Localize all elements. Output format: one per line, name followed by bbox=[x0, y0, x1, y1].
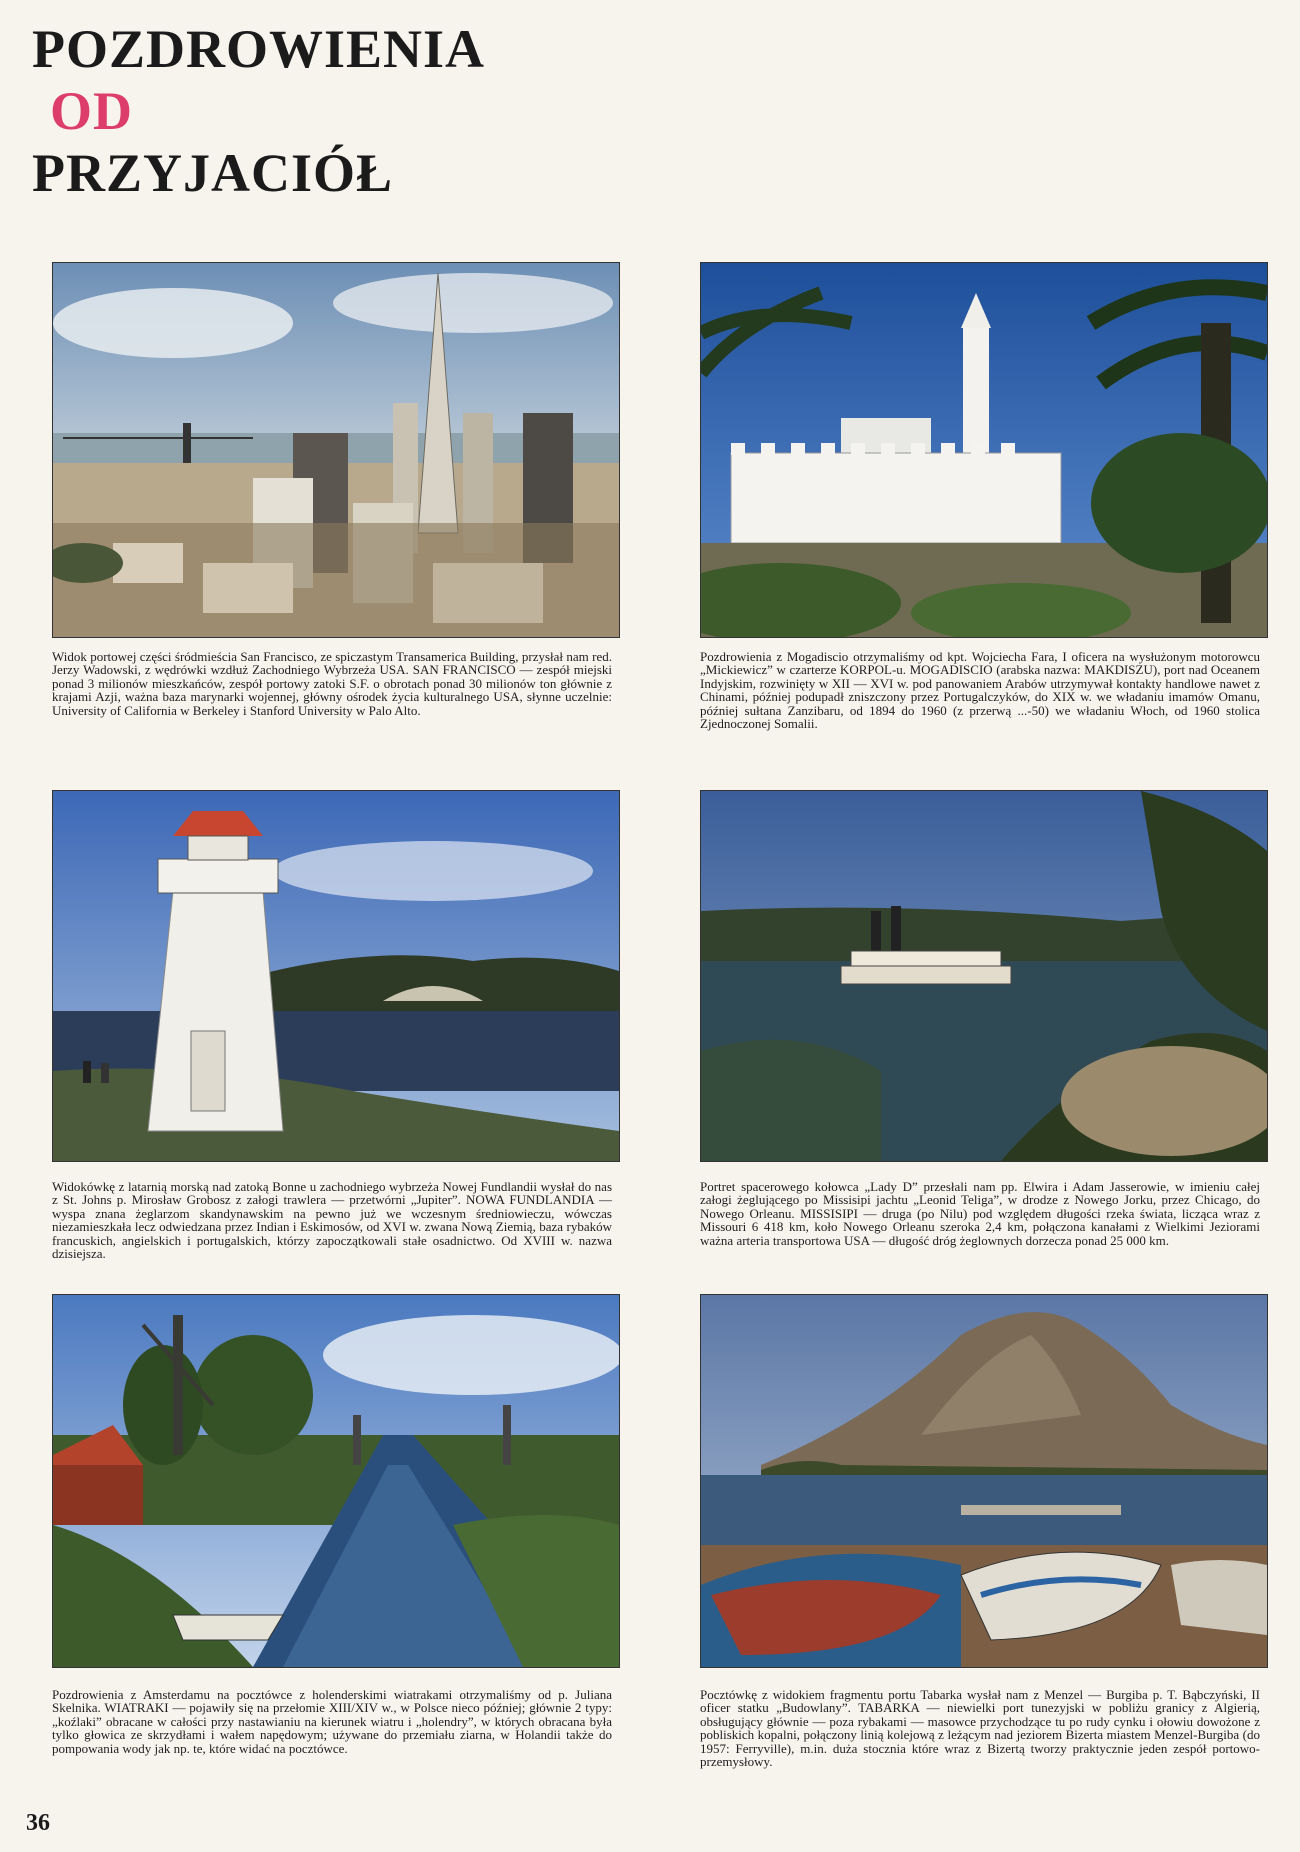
caption-mogadiscio: Pozdrowienia z Mogadiscio otrzymaliśmy od kpt. Wojciecha Fara, I oficera na wysłużonym motorowcu „Mickiewicz” w czarterze KORPOL-u. MOGADISCIO (arabska nazwa: MAKDISZU), port nad Oceanem Indyjskim, rozwinięty w XII — XVI w. pod panowaniem Arabów utrzymywał kontakty handlowe nawet z Chinami, później podupadł zniszczony przez Portugalczyków, do XIX w. we władaniu imamów Omanu, później sułtana Zanzibaru, od 1894 do 1960 (z przerwą ...-50) we władaniu Włoch, od 1960 stolica Zjednoczonej Somalii. bbox=[700, 649, 1260, 732]
caption-lighthouse: Widokówkę z latarnią morską nad zatoką Bonne u zachodniego wybrzeża Nowej Fundlandii wysłał do nas z St. Johns p. Mirosław Grobosz z załogi trawlera — przetwórni „Jupiter”. NOWA FUNDLANDIA — wyspa znana żeglarzom skandynawskim na pewno już we wczesnym średniowieczu, wówczas niezamieszkała lecz odwiedzana przez Indian i Eskimosów, od XVI w. zwana Nową Ziemią, baza rybaków francuskich, angielskich i portugalskich, którzy zapoczątkowali stałe osadnictwo. Od XVIII w. nazwa dzisiejsza. bbox=[52, 1179, 612, 1262]
caption-steamboat: Portret spacerowego kołowca „Lady D” przesłali nam pp. Elwira i Adam Jasserowie, w imieniu całej załogi żeglującego po Missisipi jachtu „Leonid Teliga”, w drodze z Nowego Jorku, przez Chicago, do Nowego Orleanu. MISSISIPI — druga (po Nilu) pod względem długości rzeka świata, licząca wraz z Missouri 6 418 km, koło Nowego Orleanu szeroka 2,4 km, połączona kanałami z Wielkimi Jeziorami ważna arteria transportowa USA — długość dróg żeglownych dorzecza ponad 25 000 km. bbox=[700, 1179, 1260, 1248]
photo-tabarka bbox=[700, 1294, 1268, 1668]
title-line-3: PRZYJACIÓŁ bbox=[32, 143, 394, 203]
photo-windmills bbox=[52, 1294, 620, 1668]
photo-steamboat bbox=[700, 790, 1268, 1162]
title-line-1: POZDROWIENIA bbox=[32, 19, 486, 79]
page-number: 36 bbox=[26, 1810, 50, 1836]
caption-san-francisco: Widok portowej części śródmieścia San Francisco, ze spiczastym Transamerica Building, przysłał nam red. Jerzy Wadowski, z wędrówki wzdłuż Zachodniego Wybrzeża USA. SAN FRANCISCO — zespół miejski ponad 3 milionów mieszkańców, zespół portowy zatoki S.F. o obrotach ponad 30 milionów ton głównie z krajami Azji, ważna baza marynarki wojennej, główny ośrodek życia kulturalnego USA, słynne uczelnie: University of California w Berkeley i Stanford University w Palo Alto. bbox=[52, 649, 612, 718]
photo-san-francisco bbox=[52, 262, 620, 638]
photo-lighthouse bbox=[52, 790, 620, 1162]
caption-tabarka: Pocztówkę z widokiem fragmentu portu Tabarka wysłał nam z Menzel — Burgiba p. T. Bąbczyński, II oficer statku „Budowlany”. TABARKA — niewielki port tunezyjski w pobliżu granicy z Algierią, obsługujący głównie — poza rybakami — masowce przychodzące tu po rudy cynku i ołowiu dowożone z pobliskich kopalni, połączony linią kolejową z leżącym nad jeziorem Bizerta miastem Menzel-Burgiba (do 1957: Ferryville), m.in. duża stocznia które wraz z Bizertą tworzy praktycznie jeden zespół portowo-przemysłowy. bbox=[700, 1687, 1260, 1770]
page-title bbox=[32, 18, 485, 204]
caption-windmills: Pozdrowienia z Amsterdamu na pocztówce z holenderskimi wiatrakami otrzymaliśmy od p. Juliana Skelnika. WIATRAKI — pojawiły się na przełomie XIII/XIV w., w Polsce nieco później; głównie 2 typy: „koźlaki” obracane w całości przy nastawianiu na kierunek wiatru i „holendry”, w których obracana była tylko głowica ze skrzydłami i wałem napędowym; używane do przemiału ziarna, w Holandii także do pompowania wody jak np. te, które widać na pocztówce. bbox=[52, 1687, 612, 1756]
photo-mogadiscio bbox=[700, 262, 1268, 638]
title-line-2: OD bbox=[50, 81, 133, 141]
